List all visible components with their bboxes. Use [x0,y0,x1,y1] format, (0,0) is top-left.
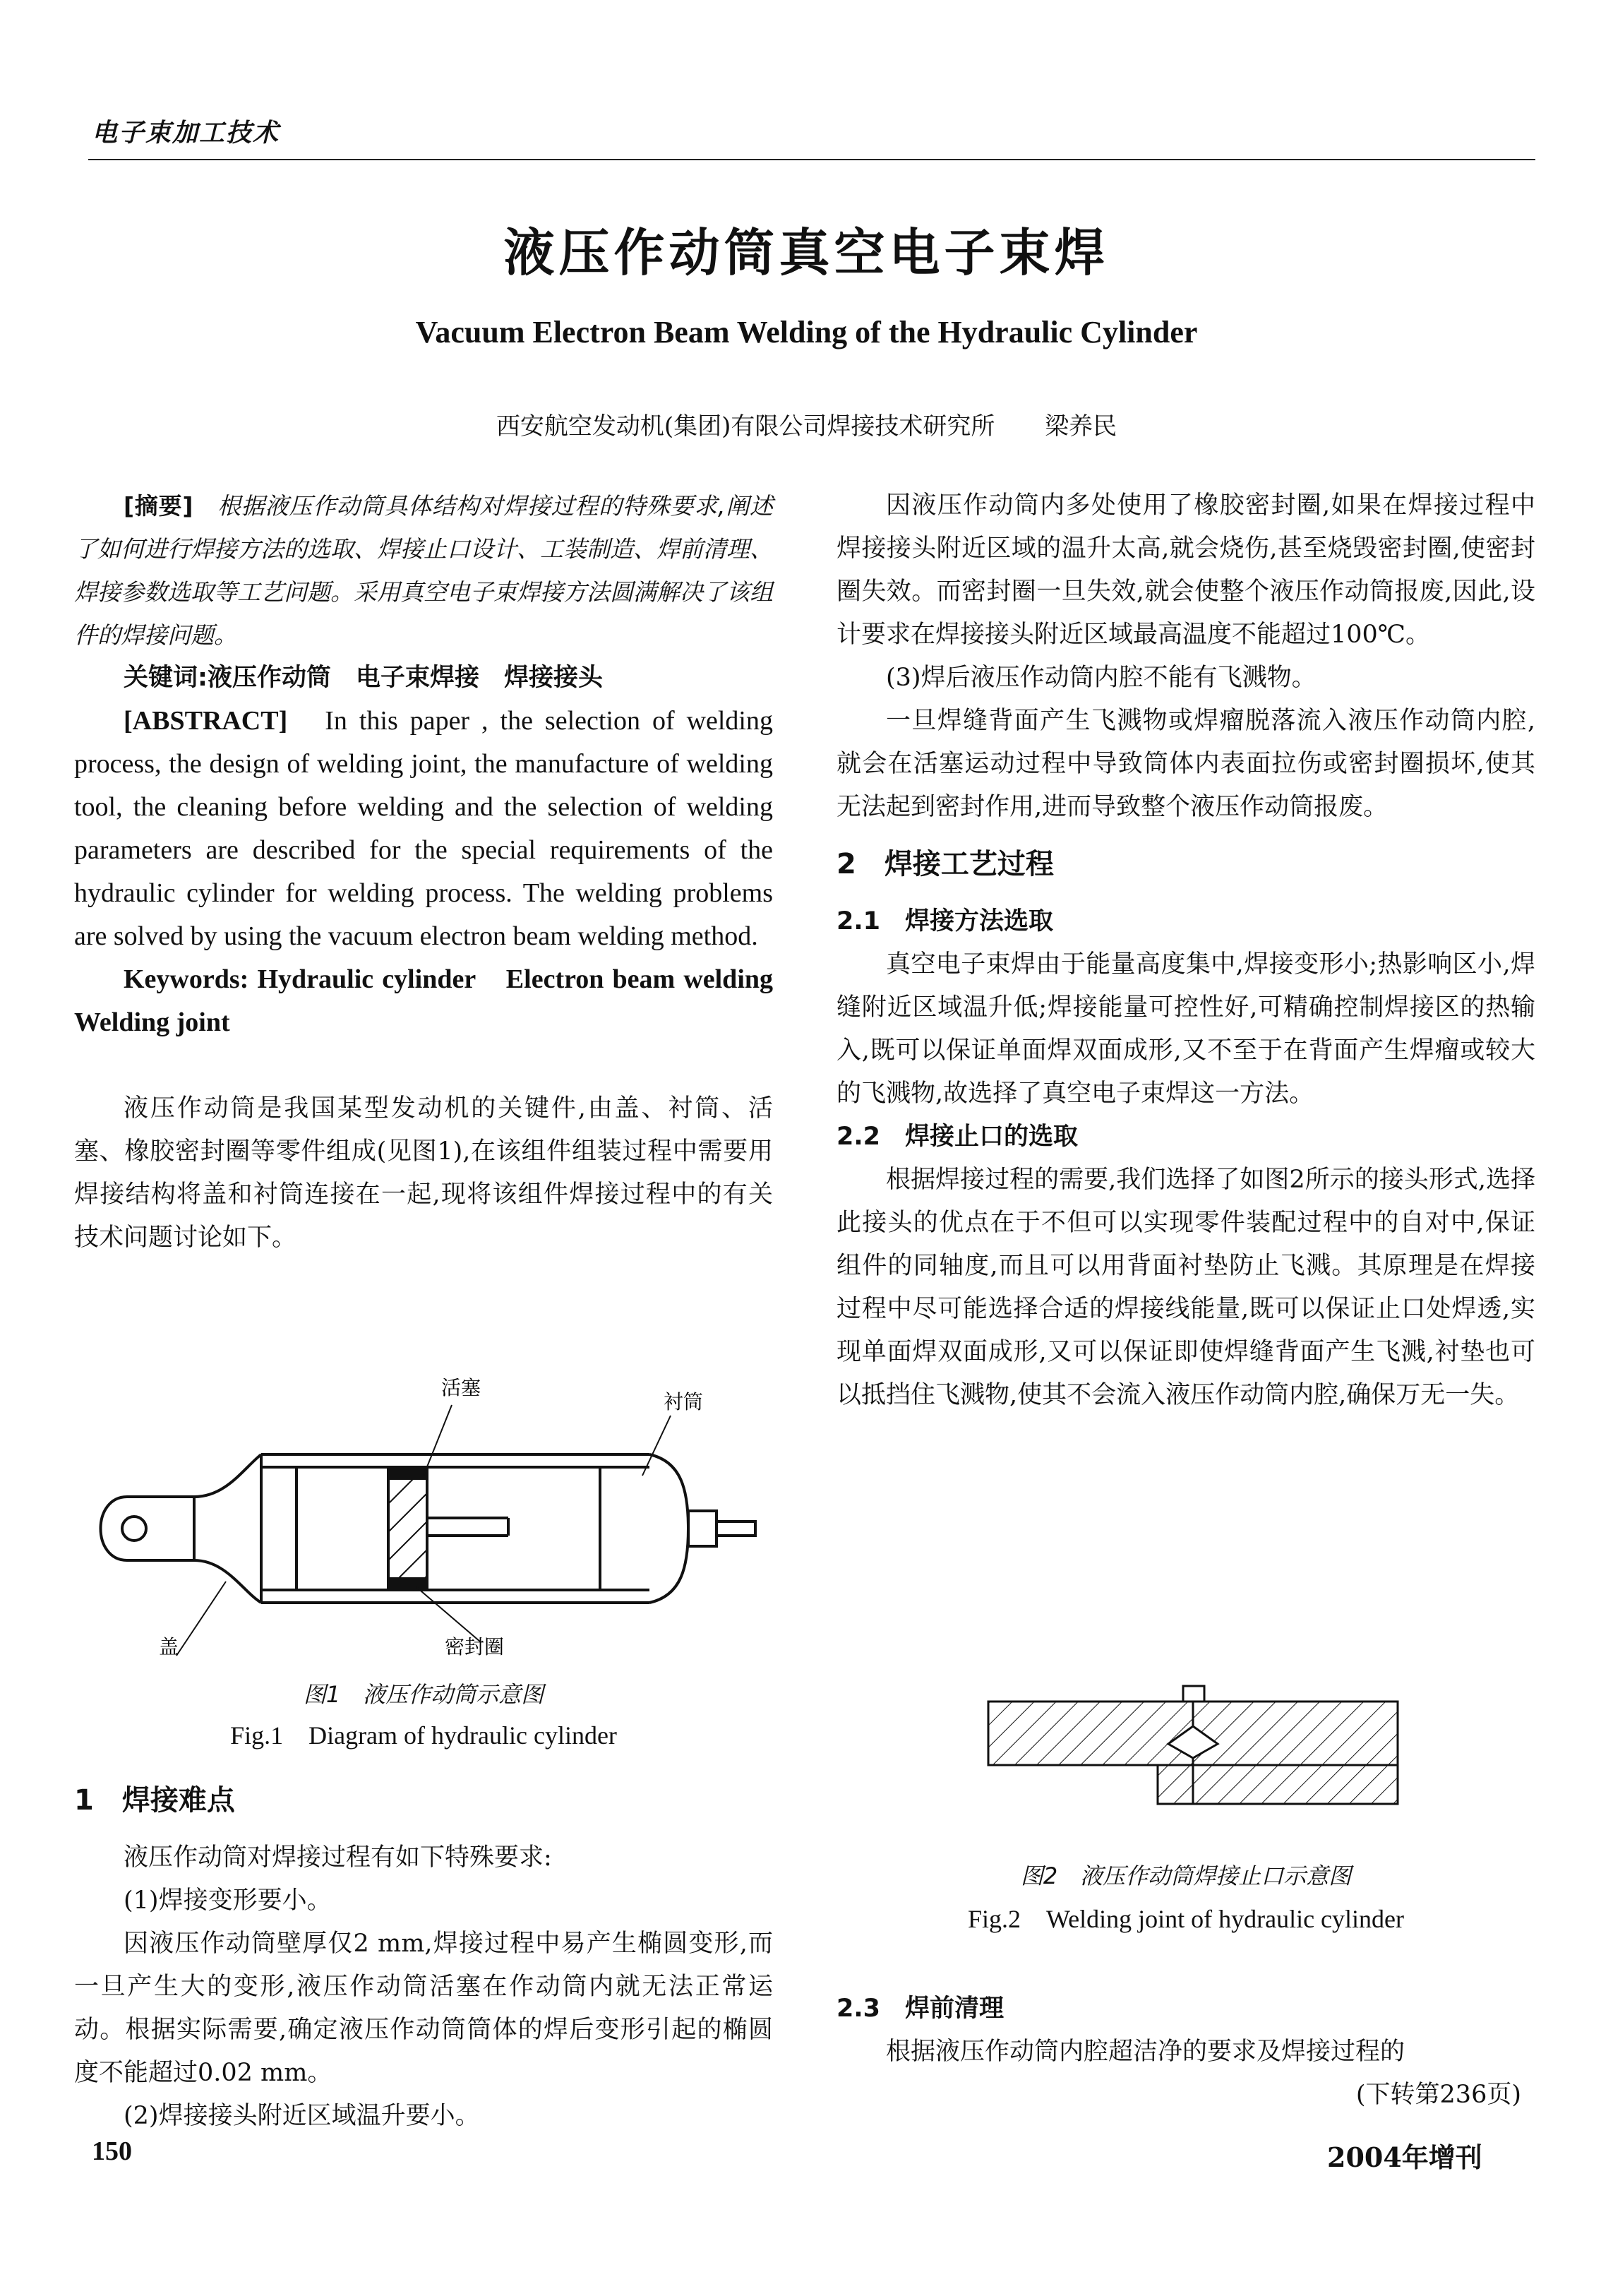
label-piston: 活塞 [441,1376,481,1399]
issue-label: 2004年增刊 [1327,2141,1482,2173]
section-2-title: 2 焊接工艺过程 [837,848,1054,880]
figure-1-caption-cn: 图1 液压作动筒示意图 [303,1681,544,1708]
s23-paragraph: 根据液压作动筒内腔超洁净的要求及焊接过程的 [886,2038,1405,2066]
s1-paragraph-1: 液压作动筒对焊接过程有如下特殊要求: [124,1843,552,1872]
label-cover: 盖 [159,1635,179,1658]
figure-2-caption-en: Fig.2 Welding joint of hydraulic cylinder [968,1905,1404,1933]
right-paragraph-2: (3)焊后液压作动筒内腔不能有飞溅物。 [886,664,1317,692]
affiliation: 西安航空发动机(集团)有限公司焊接技术研究所 [496,412,995,441]
keywords-cn: 关键词:液压作动筒 电子束焊接 焊接接头 [124,664,604,692]
author-line [0,407,1613,441]
right-paragraph-3: 一旦焊缝背面产生飞溅物或焊瘤脱落流入液压作动筒内腔,就会在活塞运动过程中导致筒体内表面拉伤或密封圈损坏,使其无法起到密封作用,进而导致整个液压作动筒报废。 [837,707,1535,821]
right-paragraph-1: 因液压作动筒内多处使用了橡胶密封圈,如果在焊接过程中焊接接头附近区域的温升太高,就会烧伤,甚至烧毁密封圈,使密封圈失效。而密封圈一旦失效,就会使整个液压作动筒报废,因此,设计要求在焊接接头附近区域最高温度不能超过100℃。 [837,491,1535,649]
s22-paragraph: 根据焊接过程的需要,我们选择了如图2所示的接头形式,选择此接头的优点在于不但可以实现零件装配过程中的自对中,保证组件的同轴度,而且可以用背面衬垫防止飞溅。其原理是在焊接过程中尽可能选择合适的焊接线能量,既可以保证止口处焊透,实现单面焊双面成形,又可以保证即使焊缝背面产生飞溅,衬垫也可以抵挡住飞溅物,使其不会流入液压作动筒内腔,确保万无一失。 [837,1166,1535,1409]
article-title-en: Vacuum Electron Beam Welding of the Hydraulic Cylinder [415,315,1198,349]
page-number: 150 [92,2136,132,2166]
s1-paragraph-2: (1)焊接变形要小。 [124,1887,332,1915]
article-title: 液压作动筒真空电子束焊 [503,223,1110,282]
header-rule [88,159,1535,160]
continued-note: (下转第236页) [1355,2081,1521,2109]
keywords-en: Keywords: Hydraulic cylinder Electron beam welding Welding joint [74,964,800,1037]
s21-paragraph: 真空电子束焊由于能量高度集中,焊接变形小;热影响区小,焊缝附近区域温升低;焊接能量可控性好,可精确控制焊接区的热输入,既可以保证单面焊双面成形,又不至于在背面产生焊瘤或较大的飞溅物,故选择了真空电子束焊这一方法。 [837,950,1535,1108]
label-seal: 密封圈 [445,1635,505,1658]
intro-paragraph: 液压作动筒是我国某型发动机的关键件,由盖、衬筒、活塞、橡胶密封圈等零件组成(见图1),在该组件组装过程中需要用焊接结构将盖和衬筒连接在一起,现将该组件焊接过程中的有关技术问题讨论如下。 [74,1094,773,1252]
abstract-en: [ABSTRACT] In this paper , the selection of welding process, the design of welding joint, the manufacture of welding tool, the cleaning before welding and the selection of welding parameters are described for the special requirements of the hydraulic cylinder for welding process. The welding problems are solved by using the vacuum electron beam welding method. [74,706,773,951]
abstract-cn: [摘要] 根据液压作动筒具体结构对焊接过程的特殊要求,阐述了如何进行焊接方法的选取、焊接止口设计、工装制造、焊前清理、焊接参数选取等工艺问题。采用真空电子束焊接方法圆满解决了该组件的焊接问题。 [74,492,773,649]
right-column-lower [837,1987,1535,2117]
section-2-3-title: 2.3 焊前清理 [837,1995,1005,2023]
figure-2-caption-cn: 图2 液压作动筒焊接止口示意图 [1020,1862,1352,1889]
figure-1-caption-en: Fig.1 Diagram of hydraulic cylinder [230,1721,617,1750]
section-1-title: 1 焊接难点 [74,1784,235,1817]
figure-1-diagram [85,1363,762,1659]
author-name: 梁养民 [1045,412,1117,441]
figure-2-diagram [974,1673,1412,1836]
running-header: 电子束加工技术 [92,119,280,148]
section-2-1-title: 2.1 焊接方法选取 [837,907,1054,935]
label-liner: 衬筒 [664,1390,704,1413]
right-column [837,484,1535,1417]
section-2-2-title: 2.2 焊接止口的选取 [837,1123,1079,1151]
s1-paragraph-3: 因液压作动筒壁厚仅2 mm,焊接过程中易产生椭圆变形,而一旦产生大的变形,液压作动筒活塞在作动筒内就无法正常运动。根据实际需要,确定液压作动筒筒体的焊后变形引起的椭圆度不能超过0.02 mm。 [74,1930,773,2087]
left-column [74,484,800,1260]
left-column-lower [74,1779,773,2138]
s1-paragraph-4: (2)焊接接头附近区域温升要小。 [124,2102,480,2130]
